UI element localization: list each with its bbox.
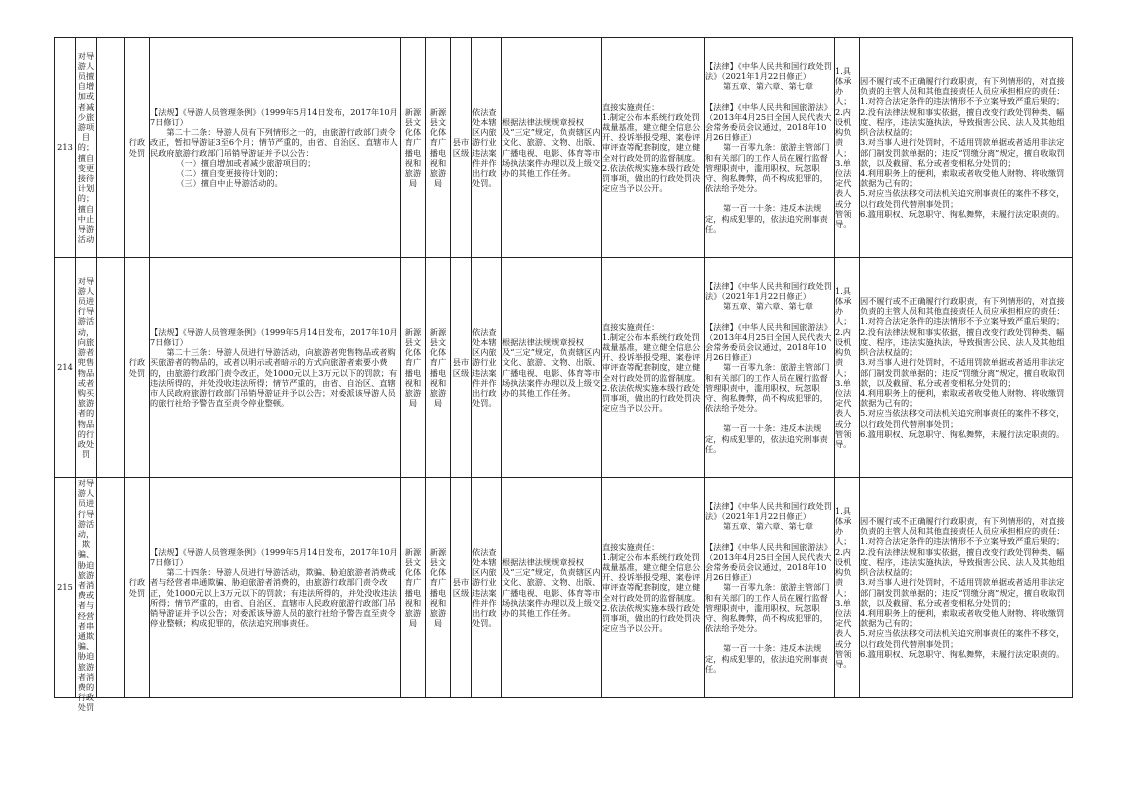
exercise-level: 县市区级 (451, 258, 472, 478)
item-type: 行政处罚 (125, 258, 150, 478)
table-row (55, 38, 1073, 258)
basis-article: 第二十二条：导游人员有下列情形之一的，由旅游行政部门责令改正，暂扣导游证3至6个月；情节严重的，由省、自治区、直辖市人民政府旅游行政部门吊销导游证并予以公告： (150, 127, 398, 158)
law-article: 第一百一十条：违反本法规定，构成犯罪的，依法追究刑事责任。 (705, 643, 828, 674)
blank-cell (97, 478, 125, 698)
exercise-content: 依法查处本辖区内旅游行业违法案件并作出行政处罚。 (472, 38, 502, 258)
law-heading: 【法律】《中华人民共和国旅游法》（2013年4月25日全国人民代表大会常务委员会议通过，2018年10月26日修正） (705, 101, 832, 143)
responsibility-ways: 根据法律法规规章授权及“三定”规定，负责辖区内文化、旅游、文物、出版、广播电视、电影、体育等市场执法案件办理以及上级交办的其他工作任务。 (502, 258, 602, 478)
law-heading: 【法律】《中华人民共和国行政处罚法》（2021年1月22日修正） (705, 60, 832, 82)
row-number: 215 (55, 478, 76, 698)
blank-cell (97, 258, 125, 478)
basis-article: 第二十四条：导游人员进行导游活动，欺骗、胁迫旅游者消费或者与经营者串通欺骗、胁迫旅游者消费的，由旅游行政部门责令改正，处1000元以上3万元以下的罚款；有违法所得的，并处没收违法所得；情节严重的，由省、自治区、直辖市人民政府旅游行政部门吊销导游证并予以公告；对委派该导游人员的旅行社给予警告直至责令停业整顿；构成犯罪的，依法追究刑事责任。 (150, 567, 398, 629)
basis-list-item: （一）擅自增加或者减少旅游项目的； (176, 157, 316, 168)
basis-article: 第二十三条：导游人员进行导游活动，向旅游者兜售物品或者购买旅游者的物品的，或者以明示或者暗示的方式向旅游者索要小费的，由旅游行政部门责令改正，处1000元以上3万元以下的罚款；有违法所得的，并处没收违法所得；情节严重的，由省、自治区、直辖市人民政府旅游行政部门吊销导游证并予以公告；对委派该导游人员的旅行社给予警告直至责令停业整顿。 (150, 347, 398, 409)
responsible-subject: 1.具体承办人；2.内设机构负责人；3.单位法定代表人或分管领导。 (835, 258, 860, 478)
basis-list-item: （三）擅自中止导游活动的。 (176, 178, 283, 189)
item-name: 对导游人员进行导游活动，欺骗、胁迫旅游者消费或者与经营者串通欺骗、胁迫旅游者消费的行政处罚 (76, 478, 97, 698)
basis-list-item: （二）擅自变更接待计划的； (176, 167, 283, 178)
accountability-cases: 因不履行或不正确履行行政职责，有下列情形的，对直接负责的主管人员和其他直接责任人员应承担相应的责任： 1.对符合法定条件的违法情形不予立案导致严重后果的； 2.没有法律法规和事实依据，擅自改变行政处罚种类、幅度、程序，违法实施执法，导致损害公民、法人及其他组织合法权益的； 3.对当事人进行处罚时，不适用罚款单据或者适用非法定部门制发罚款单据的；违反“罚缴分离”规定，擅自收取罚款，以及截留、私分或者变相私分处罚的； 4.利用职务上的便利，索取或者收受他人财物、将收缴罚款据为己有的； 5.对应当依法移交司法机关追究刑事责任的案件不移交，以行政处罚代替刑事处罚； 6.滥用职权、玩忽职守、徇私舞弊，未履行法定职责的。 (860, 478, 1073, 698)
law-chapters: 第五章、第六章、第七章 (723, 521, 814, 532)
exercise-level: 县市区级 (451, 38, 472, 258)
responsibility-items: 直接实施责任： 1.制定公布本系统行政处罚裁量基准，建立健全信息公开、投诉举报受理、案卷评审评查等配套制度，建立健全对行政处罚的监督制度。 2.依法依规实施本级行政处罚事项，做出的行政处罚决定应当予以公开。 (602, 478, 705, 698)
exercise-level: 县市区级 (451, 478, 472, 698)
basis-heading: 【法规】《导游人员管理条例》（1999年5月14日发布，2017年10月7日修订） (150, 106, 398, 127)
legal-basis (150, 258, 401, 478)
legal-basis (150, 38, 401, 258)
document-page (54, 37, 1072, 713)
responsibility-ways: 根据法律法规规章授权及“三定”规定，负责辖区内文化、旅游、文物、出版、广播电视、电影、体育等市场执法案件办理以及上级交办的其他工作任务。 (502, 478, 602, 698)
legal-basis (150, 478, 401, 698)
blank-cell (97, 38, 125, 258)
law-heading: 【法律】《中华人民共和国行政处罚法》（2021年1月22日修正） (705, 280, 832, 302)
responsible-dept: 新源县文化体育广播电视和旅游局 (426, 38, 451, 258)
item-name: 对导游人员擅自增加或者减少旅游项目的；擅自变更接待计划的；擅自中止导游活动 (76, 38, 97, 258)
basis-heading: 【法规】《导游人员管理条例》（1999年5月14日发布，2017年10月7日修订） (150, 326, 398, 347)
item-name: 对导游人员进行导游活动，向旅游者兜售物品或者购买旅游者的物品的行政处罚 (76, 258, 97, 478)
implementing-dept: 新源县文化体育广播电视和旅游局 (401, 258, 426, 478)
accountability-law (705, 38, 835, 258)
row-number: 213 (55, 38, 76, 258)
table-row (55, 478, 1073, 698)
item-type: 行政处罚 (125, 478, 150, 698)
law-heading: 【法律】《中华人民共和国旅游法》（2013年4月25日全国人民代表大会常务委员会议通过，2018年10月26日修正） (705, 541, 832, 583)
power-list-table (54, 37, 1073, 713)
item-type: 行政处罚 (125, 38, 150, 258)
law-chapters: 第五章、第六章、第七章 (723, 81, 814, 92)
implementing-dept: 新源县文化体育广播电视和旅游局 (401, 478, 426, 698)
responsibility-ways: 根据法律法规规章授权及“三定”规定，负责辖区内文化、旅游、文物、出版、广播电视、电影、体育等市场执法案件办理以及上级交办的其他工作任务。 (502, 38, 602, 258)
responsibility-items: 直接实施责任： 1.制定公布本系统行政处罚裁量基准，建立健全信息公开、投诉举报受理、案卷评审评查等配套制度，建立健全对行政处罚的监督制度。 2.依法依规实施本级行政处罚事项，做出的行政处罚决定应当予以公开。 (602, 38, 705, 258)
row-number: 214 (55, 258, 76, 478)
law-article: 第一百零九条：旅游主管部门和有关部门的工作人员在履行监督管理职责中，滥用职权、玩忽职守、徇私舞弊，尚不构成犯罪的，依法给予处分。 (705, 582, 830, 634)
law-chapters: 第五章、第六章、第七章 (723, 301, 814, 312)
exercise-content: 依法查处本辖区内旅游行业违法案件并作出行政处罚。 (472, 478, 502, 698)
accountability-cases: 因不履行或不正确履行行政职责，有下列情形的，对直接负责的主管人员和其他直接责任人员应承担相应的责任： 1.对符合法定条件的违法情形不予立案导致严重后果的； 2.没有法律法规和事实依据，擅自改变行政处罚种类、幅度、程序，违法实施执法，导致损害公民、法人及其他组织合法权益的； 3.对当事人进行处罚时，不适用罚款单据或者适用非法定部门制发罚款单据的；违反“罚缴分离”规定，擅自收取罚款，以及截留、私分或者变相私分处罚的； 4.利用职务上的便利，索取或者收受他人财物、将收缴罚款据为己有的； 5.对应当依法移交司法机关追究刑事责任的案件不移交，以行政处罚代替刑事处罚； 6.滥用职权、玩忽职守、徇私舞弊，未履行法定职责的。 (860, 38, 1073, 258)
responsible-subject: 1.具体承办人；2.内设机构负责人；3.单位法定代表人或分管领导。 (835, 38, 860, 258)
responsible-subject: 1.具体承办人；2.内设机构负责人；3.单位法定代表人或分管领导。 (835, 478, 860, 698)
basis-heading: 【法规】《导游人员管理条例》（1999年5月14日发布，2017年10月7日修订） (150, 546, 398, 567)
implementing-dept: 新源县文化体育广播电视和旅游局 (401, 38, 426, 258)
accountability-law (705, 478, 835, 698)
accountability-law (705, 258, 835, 478)
law-article: 第一百一十条：违反本法规定，构成犯罪的，依法追究刑事责任。 (705, 203, 828, 234)
accountability-cases: 因不履行或不正确履行行政职责，有下列情形的，对直接负责的主管人员和其他直接责任人员应承担相应的责任： 1.对符合法定条件的违法情形不予立案导致严重后果的； 2.没有法律法规和事实依据，擅自改变行政处罚种类、幅度、程序，违法实施执法，导致损害公民、法人及其他组织合法权益的； 3.对当事人进行处罚时，不适用罚款单据或者适用非法定部门制发罚款单据的；违反“罚缴分离”规定，擅自收取罚款，以及截留、私分或者变相私分处罚的； 4.利用职务上的便利，索取或者收受他人财物、将收缴罚款据为己有的； 5.对应当依法移交司法机关追究刑事责任的案件不移交，以行政处罚代替刑事处罚； 6.滥用职权、玩忽职守、徇私舞弊，未履行法定职责的。 (860, 258, 1073, 478)
table-row (55, 258, 1073, 478)
law-heading: 【法律】《中华人民共和国行政处罚法》（2021年1月22日修正） (705, 500, 832, 522)
law-article: 第一百一十条：违反本法规定，构成犯罪的，依法追究刑事责任。 (705, 423, 828, 454)
law-article: 第一百零九条：旅游主管部门和有关部门的工作人员在履行监督管理职责中，滥用职权、玩忽职守、徇私舞弊，尚不构成犯罪的，依法给予处分。 (705, 362, 830, 414)
law-heading: 【法律】《中华人民共和国旅游法》（2013年4月25日全国人民代表大会常务委员会议通过，2018年10月26日修正） (705, 321, 832, 363)
responsible-dept: 新源县文化体育广播电视和旅游局 (426, 258, 451, 478)
law-article: 第一百零九条：旅游主管部门和有关部门的工作人员在履行监督管理职责中，滥用职权、玩忽职守、徇私舞弊，尚不构成犯罪的，依法给予处分。 (705, 142, 830, 194)
exercise-content: 依法查处本辖区内旅游行业违法案件并作出行政处罚。 (472, 258, 502, 478)
responsible-dept: 新源县文化体育广播电视和旅游局 (426, 478, 451, 698)
responsibility-items: 直接实施责任： 1.制定公布本系统行政处罚裁量基准，建立健全信息公开、投诉举报受理、案卷评审评查等配套制度，建立健全对行政处罚的监督制度。 2.依法依规实施本级行政处罚事项，做出的行政处罚决定应当予以公开。 (602, 258, 705, 478)
